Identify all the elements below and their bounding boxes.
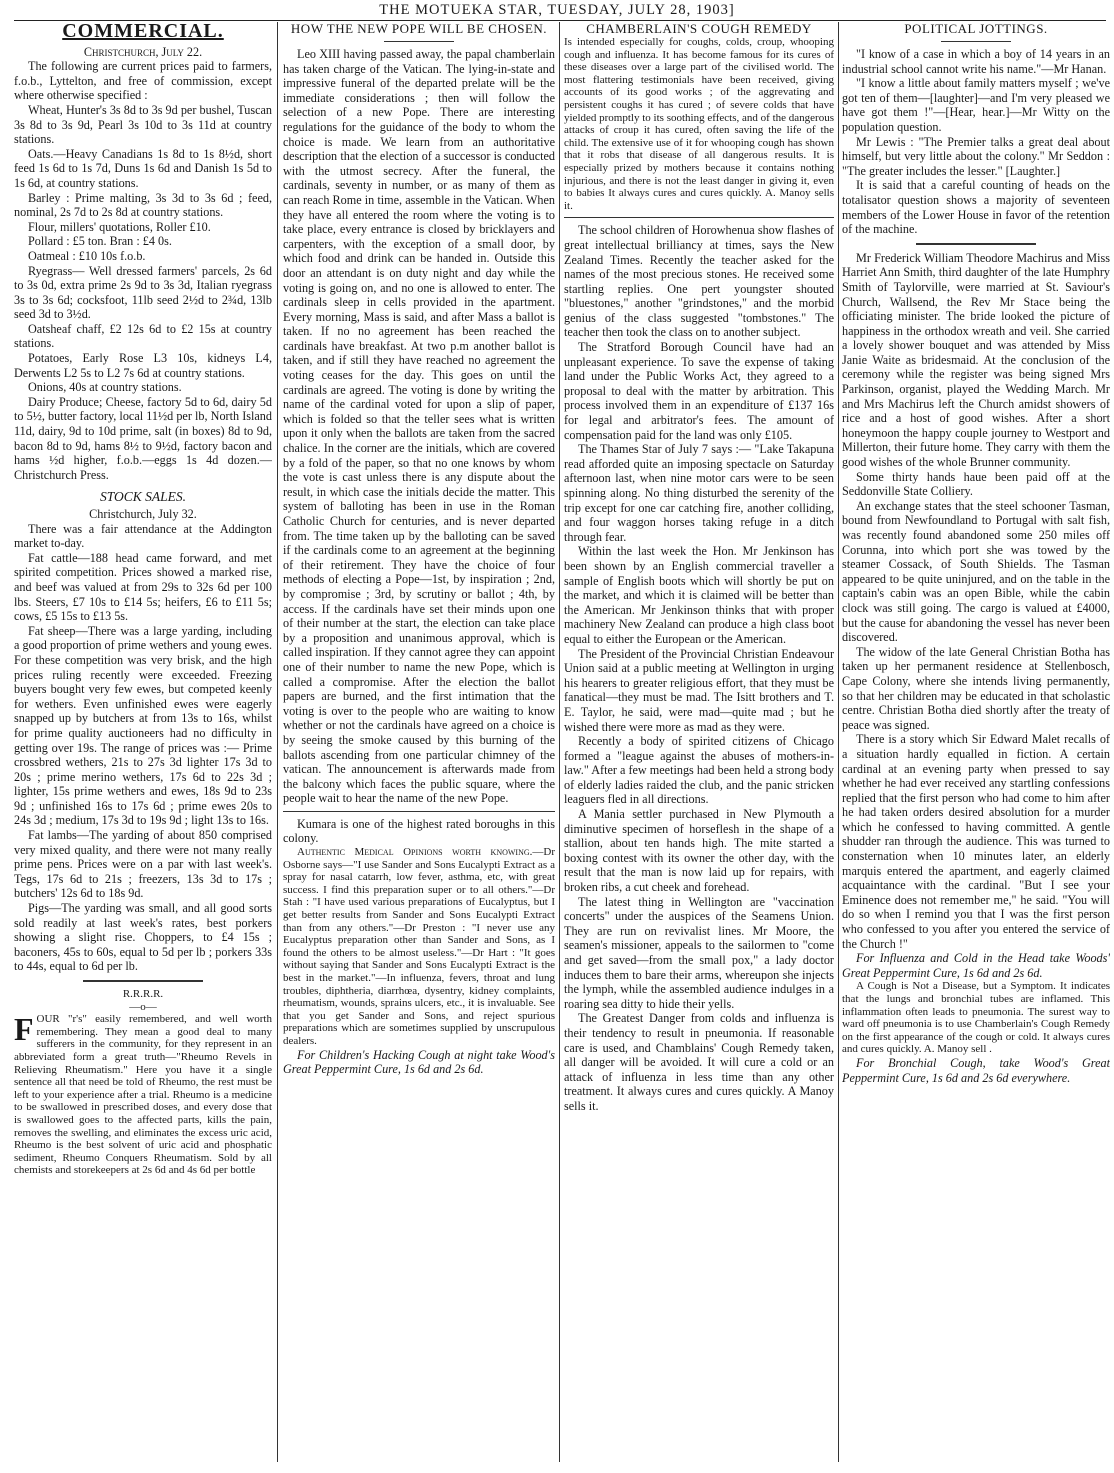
paragraph: "I know of a case in which a boy of 14 years in an industrial school cannot write his name."—Mr Hanan. [842, 47, 1110, 76]
column-news [564, 22, 834, 1467]
paragraph: Pigs—The yarding was small, and all good sorts sold readily at last week's rates, best porkers showing a slight rise. Choppers, to £4 15s ; baconers, 45s to 60s, equal to 5d per lb ; porkers 33s to 44s, equal to 6d per lb. [14, 901, 272, 974]
separator [83, 980, 203, 982]
stock-dateline: Christchurch, July 32. [89, 507, 197, 521]
rrrr-title: R.R.R.R. [122, 988, 164, 1000]
commercial-title: COMMERCIAL. [62, 22, 224, 42]
paragraph: Some thirty hands haue been paid off at the Seddonville State Colliery. [842, 469, 1110, 499]
rrrr-advert [14, 1013, 272, 1177]
chamberlain-advert: Is intended especially for coughs, colds, croup, whooping cough and influenza. It has become famous for its cures of these diseases over a large part of the civilised world. The most flattering testimonials have been received, giving accounts of its good works ; of the aggrevating and persistent coughs it has cured ; of severe colds that have yielded promptly to its soothing effects, and of the dangerous attacks of croup it has cured, often saving the life of the child. The extensive use of it for whooping cough has shown that it robs that disease of all dangerous results. It is especially prized by mothers because it contains nothing injurious, and there is not the least danger in giving it, even to babies It always cures and cures quickly. A. Manoy sells it. [564, 36, 834, 212]
separator [384, 41, 454, 42]
paragraph: Within the last week the Hon. Mr Jenkinson has been shown by an English commercial traveller a sample of English boots which will shortly be put on the market, and which it is claimed will be better than the American. Mr Jenkinson thinks that with proper machinery New Zealand can produce a high class boot equal to either the European or the American. [564, 544, 834, 646]
commercial-dateline: Christchurch, July 22. [83, 44, 203, 59]
paragraph: The latest thing in Wellington are "vaccination concerts" under the auspices of the Seamens Union. They are run on revivalist lines. Mr Moore, the seamen's missioner, appeals to the sailormen to "come and get saved—from the small pox," a lady doctor induces them to bare their arms, whereupon she injects the lymph, while the assembled audience indulges in a roaring sea ditty to hide their yells. [564, 894, 834, 1011]
paragraph: The widow of the late General Christian Botha has taken up her permanent residence at Stellenbosch, Cape Colony, where she intends living permanently, so that her children may be educated in that scholastic centre. Christian Botha died shortly after the treaty of peace was signed. [842, 644, 1110, 732]
paragraph: Fat cattle—188 head came forward, and met spirited competition. Prices showed a marked rise, and beef was valued at from 29s to 32s 6d per 100 lbs. Steers, £7 10s to £14 5s; heifers, £6 to £11 5s; cows, £5 15s to £13 5s. [14, 550, 272, 624]
separator [941, 41, 1011, 42]
paragraph: Mr Frederick William Theodore Machirus and Miss Harriet Ann Smith, third daughter of the late Humphry Smith of Taylorville, were married at St. Saviour's Church, Wallsend, the Rev Mr Stace being the officiating minister. The bride looked the picture of happiness in the orthodox wreath and veil. She carried a lovely shower bouquet and was attended by Miss Janie Waite as bridesmaid. At the conclusion of the ceremony while the register was being signed Mrs Parkinson, organist, played the Wedding March. Mr and Mrs Machirus left the Church amidst showers of rice and a host of good wishes. After a short honeymoon the happy couple journey to Westport and Millerton, their future home. They carry with them the good wishes of the whole Brunner community. [842, 250, 1110, 470]
paragraph: A Mania settler purchased in New Plymouth a diminutive specimen of horseflesh in the shape of a stallion, about ten hands high. The mite started a boxing contest with its owner the other day, with the result that the man is now laid up for repairs, with broken ribs, a cut cheek and forehead. [564, 807, 834, 895]
paragraph: Recently a body of spirited citizens of Chicago formed a "league against the abuses of mothers-in-law." After a few meetings had been held a strong body of elderly ladies raided the club, and the panic stricken leaguers fled in all directions. [564, 734, 834, 807]
rrrr-text: OUR "r's" easily remembered, and well worth remembering. They mean a good deal to many sufferers in the community, for they represent in an abbreviated form a great truth—"Rheumo Revels in Relieving Rheumatism." Here you have it a single sentence all that need be told of Rheumo, the rest must be left to your experience after a trial. Rheumo is a medicine to be swallowed in prescribed doses, and every dose that is swallowed goes to the affected parts, kills the pain, removes the swelling, and eliminates the excess uric acid, Rheumo is the best solvent of uric acid and phosphatic sediment, Rheumo Conquers Rheumatism. Sold by all chemists and storekeepers at 2s 6d and 4s 6d per bottle [14, 1013, 272, 1177]
drop-cap: F [14, 1011, 34, 1048]
political-title: POLITICAL JOTTINGS. [904, 22, 1048, 36]
separator [283, 811, 555, 812]
column-rule [277, 22, 278, 1462]
paragraph: Oatsheaf chaff, £2 12s 6d to £2 15s at country stations. [14, 321, 272, 351]
separator [916, 243, 1036, 245]
paragraph: Oatmeal : £10 10s f.o.b. [28, 248, 146, 263]
column-commercial [14, 22, 272, 1467]
paragraph: "I know a little about family matters myself ; we've got ten of them—[laughter]—and I'm very pleased we have got them !"—[Hear, hear.]—Mr Witty on the population question. [842, 76, 1110, 134]
paragraph: Wheat, Hunter's 3s 8d to 3s 9d per bushel, Tuscan 3s 8d to 3s 9d, Pearl 3s 10d to 3s 11d at country stations. [14, 102, 272, 147]
chamberlain-title: CHAMBERLAIN'S COUGH REMEDY [586, 22, 812, 36]
pope-title: HOW THE NEW POPE WILL BE CHOSEN. [290, 22, 548, 36]
column-rule [559, 22, 560, 1462]
paragraph: Leo XIII having passed away, the papal chamberlain has taken charge of the Vatican. The lying-in-state and impressive funeral of the departed prelate will be the immediate considerations ; then will follow the selection of a new Pope. There are interesting regulations for the guidance of the body to whom the choice is made. We learn from an authoritative description that the election of a successor is conducted with the utmost secrecy. After the funeral, the cardinals, seventy in number, or as many of them as can reach Rome in time, assemble in the Vatican. When they have all entered the room where the voting is to take place, every entrance is closed by bricklayers and carpenters, with the exception of a small door, by which food and drink can be handed in. Outside this door an attendant is on duty night and day while the voting is going on, and no one is allowed to enter. The cardinals sleep in cells provided in the apartment. Every morning, Mass is said, and after Mass a ballot is taken. If no no agreement has been reached the cardinals have breakfast. At two p.m another ballot is taken, and if still they have reached no agreement the voting ceases for the day. This goes on until the cardinals are agreed. The voting is done by writing the name of the cardinal voted for upon a slip of paper, which is folded so that the teller sees what is written upon it only when the ballots are taken from the sacred chalice. In the corner are the initials, which are covered by a fold of the paper, so that no one knows by whom the vote is cast unless there is any dispute about the result, in which case the initials decide the matter. This system of balloting has been in use in the Roman Catholic Church for centuries, and is never departed from. The time taken up by the balloting can be saved if the cardinals come to an agreement at the beginning of their retirement. They have the choice of four methods of electing a Pope—1st, by inspiration ; 2nd, by compromise ; 3rd, by scrutiny or ballot ; 4th, by access. If the cardinals have set their minds upon one of their number at the start, the election can take place by a proposition and unanimous approval, which is called inspiration. If they cannot agree they can appoint one of their number to name the new Pope, which is called a compromise. After the election the ballot papers are burned, and the first intimation that the voting is over to the people who are waiting to know whether or not the cardinals have agreed on a choice is by seeing the smoke caused by this burning of the ballots ascending from one particular chimney of the vatican. The announcement is afterwards made from the balcony which faces the public square, where the people wait to hear the name of the new Pope. [283, 47, 555, 806]
paragraph: The Greatest Danger from colds and influenza is their tendency to result in pneumonia. If reasonable care is used, and Chamblains' Cough Remedy taken, all danger will be avoided. It will cure a cold or an attack of influenza in less time than any other treatment. It always cures and cures quickly. A Manoy sells it. [564, 1011, 834, 1113]
paragraph: Pollard : £5 ton. Bran : £4 0s. [28, 234, 172, 249]
cough-advert: A Cough is Not a Disease, but a Symptom. It indicates that the lungs and bronchial tubes are inflamed. This inflammation often leads to pneumonia. The surest way to ward off pneumonia is to use Chamberlain's Cough Remedy on the first appearance of the cough or cold. It always cures and cures quickly. A. Manoy sell . [842, 980, 1110, 1056]
column-political [842, 22, 1110, 1467]
paragraph: Kumara is one of the highest rated boroughs in this colony. [283, 816, 555, 846]
paragraph: Fat sheep—There was a large yarding, including a good proportion of prime wethers and young ewes. For these competition was very brisk, and the high prices ruling recently were exceeded. Freezing buyers bought very few ewes, but competed keenly for wethers. Even unfinished ewes were eagerly snapped up by butchers at from 13s to 16s, whilst for prime quality auctioneers had no difficulty in getting over 19s. The range of prices was :— Prime crossbred wethers, 21s to 27s 3d lighter 17s 3d to 20s ; prime merino wethers, 17s 6d to 22s 3d ; lighter, 15s prime wethers and ewes, 18s 9d to 23s 9d ; unfinished 16s to 17s 6d ; prime ewes 20s to 24s 3d ; medium, 17s 3d to 19s 9d ; light 13s to 16s. [14, 623, 272, 828]
influenza-advert: For Influenza and Cold in the Head take Woods' Great Peppermint Cure, 1s 6d and 2s 6d. [842, 951, 1110, 980]
paragraph: Flour, millers' quotations, Roller £10. [28, 219, 211, 234]
bronchial-advert: For Bronchial Cough, take Wood's Great Peppermint Cure, 1s 6d and 2s 6d everywhere. [842, 1055, 1110, 1085]
paragraph: Oats.—Heavy Canadians 1s 8d to 1s 8½d, short feed 1s 6d to 1s 7d, Duns 1s 6d and Danish 1s 5d to 1s 6d, at country stations. [14, 146, 272, 190]
column-pope [283, 22, 555, 1467]
paragraph: Fat lambs—The yarding of about 850 comprised very mixed quality, and there were not many really prime pens. Prices were on a par with last week's. Tegs, 17s 6d to 21s ; freezers, 13s 3d to 17s ; butchers' 12s 6d to 18s 9d. [14, 828, 272, 901]
paragraph: The President of the Provincial Christian Endeavour Union said at a public meeting at Wellington in urging his hearers to greater religious effort, that they must be fanatical—they must be mad. The Isitt brothers and T. E. Taylor, he said, were mad—quite mad ; but he wished there were more as mad as they were. [564, 646, 834, 734]
medical-opinions-text: —Dr Osborne says—"I use Sander and Sons Eucalypti Extract as a spray for nasal catarrh, low fever, asthma, etc, with great success. I find this preparation super or to all others."—Dr Stah : "I have used various preparations of Eucalyptus, but I get better results from Sander and Sons Eucalypti Extract than from any others."—Dr Preston : "I never use any Eucalyptus preparation other than Sander and Sons, as I found the others to be almost useless."—Dr Hart : "It goes without saying that Sander and Sons Eucalypti Extract is the best in the market."—In influenza, fevers, throat and lung troubles, diphtheria, diarrhœa, dysentry, kidney complaints, rheumatism, wounds, sprains ulcers, etc., it is invaluable. See that you get Sander and Sons, and reject spurious preparations which are sometimes supplied by unscrupulous dealers. [283, 846, 555, 1047]
paragraph: An exchange states that the steel schooner Tasman, bound from Newfoundland to Portugal with salt fish, was recently found abandoned some 250 miles off Corunna, into which port she was towed by the steamer Cossack, of South Shields. The Tasman appeared to be quite uninjured, and on the table in the captain's cabin was an open Bible, while the cabin clock was still going. The cargo is valued at £4000, but the cause for abandoning the vessel has never been discovered. [842, 498, 1110, 645]
paragraph: Mr Lewis : "The Premier talks a great deal about himself, but very little about the colony." Mr Seddon : "The greater includes the lesser." [Laughter.] [842, 134, 1110, 178]
paragraph: Barley : Prime malting, 3s 3d to 3s 6d ; feed, nominal, 2s 7d to 2s 8d at country stations. [14, 190, 272, 220]
paragraph: Potatoes, Early Rose L3 10s, kidneys L4, Derwents L2 5s to L2 7s 6d at country stations. [14, 351, 272, 380]
masthead: THE MOTUEKA STAR, TUESDAY, JULY 28, 1903] [379, 2, 735, 18]
stock-sales-title: STOCK SALES. [99, 489, 187, 505]
woods-advert: For Children's Hacking Cough at night take Wood's Great Peppermint Cure, 1s 6d and 2s 6d. [283, 1047, 555, 1077]
paragraph: Onions, 40s at country stations. [28, 380, 182, 395]
paragraph: The Thames Star of July 7 says :— "Lake Takapuna read afforded quite an imposing spectacle on Saturday afternoon last, when nine motor cars were to be seen spinning along. No thing disturbed the serenity of the trip except for one car catching fire, another colliding, and four waggon horses taking refuge in a ditch through fear. [564, 442, 834, 544]
separator [564, 217, 834, 218]
masthead-rule [14, 20, 1106, 21]
paragraph: The following are current prices paid to farmers, f.o.b., Lyttelton, and free of commission, except where otherwise specified : [14, 59, 272, 103]
paragraph: Dairy Produce; Cheese, factory 5d to 6d, dairy 5d to 5½, butter factory, local 11½d per lb, North Island 11d, dairy, 9d to 10d prime, salt (in boxes) 8d to 9d, bacon 8d to 9d, hams 8½ to 9½d, factory bacon and hams ½d higher, f.o.b.—eggs 1s 4d dozen.—Christchurch Press. [14, 394, 272, 482]
medical-opinions-heading: Authentic Medical Opinions worth knowing. [297, 846, 533, 859]
paragraph: There is a story which Sir Edward Malet recalls of a situation hardly equalled in fiction. A certain cardinal at an evening party when pressed to say whether he had ever received any startling confessions replied that the first person who had come to him after he had taken orders desired absolution for a murder which he confessed to having committed. A gentle shudder ran through the audience. This was turned to consternation when 10 minutes later, an elderly marquis entered the apartment, and eagerly claimed acquaintance with the cardinal. "But I see your Eminence does not remember me," he said. "You will do so when I remind you that I was the first person who confessed to you after you entered the service of the Church !" [842, 732, 1110, 951]
paragraph: The Stratford Borough Council have had an unpleasant experience. To save the expense of taking land under the Public Works Act, they agreed to a proposal to deal with the matter by arbitration. This process involved them in an expenditure of £137 16s for legal and arbitrator's fees. The amount of compensation paid for the land was only £105. [564, 340, 834, 442]
paragraph: It is said that a careful counting of heads on the totalisator question shows a majority of seventeen members of the Lower House in favor of the retention of the machine. [842, 178, 1110, 237]
column-rule [838, 22, 839, 1462]
medical-opinions [283, 846, 555, 1048]
paragraph: The school children of Horowhenua show flashes of great intellectual brilliancy at times, says the New Zealand Times. Recently the teacher asked for the names of the most precious stones. He received some startling replies. One pert youngster shouted "bluestones," another "grindstones," and the morbid genius of the class suggested "tombstones." The teacher then took the class on to another subject. [564, 223, 834, 340]
paragraph: Ryegrass— Well dressed farmers' parcels, 2s 6d to 3s 0d, extra prime 2s 9d to 3s 3d, Italian ryegrass 3s to 3s 6d; cocksfoot, 11lb seed 2½d to 2¾d, 13lb seed 3d to 3½d. [14, 263, 272, 322]
paragraph: There was a fair attendance at the Addington market to-day. [14, 521, 272, 551]
separator: —o— [129, 1000, 157, 1013]
